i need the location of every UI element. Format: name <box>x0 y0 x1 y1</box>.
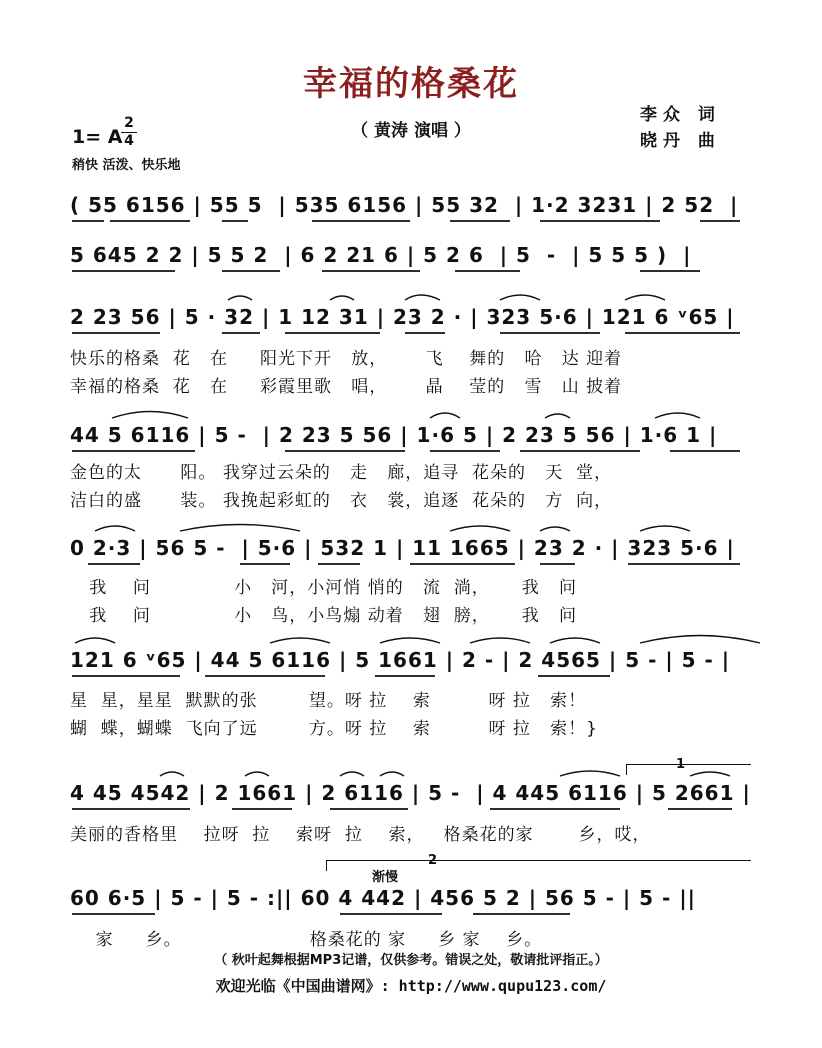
lyric-row-3-verse-1: 快乐的格桑 花 在 阳光下开 放， 飞 舞的 哈 达 迎着 <box>70 349 623 369</box>
lyric-row-6-verse-2: 蝴 蝶，蝴蝶 飞向了远 方。呀 拉 索 呀 拉 索！} <box>70 719 598 739</box>
lyric-row-7: 美丽的香格里 拉呀 拉 索呀 拉 索， 格桑花的家 乡，哎， <box>70 825 651 845</box>
music-row-1: ( 55 6156 | 55 5 | 535 6156 | 55 32 | 1·2 3231 | 2 52 | <box>70 193 739 217</box>
music-row-4: 44 5 6116 | 5 - | 2 23 5 56 | 1·6 5 | 2 23 5 56 | 1·6 1 | <box>70 423 718 447</box>
lyric-row-5-verse-2: 我 问 小 鸟，小鸟煽 动着 翅 膀， 我 问 <box>70 606 577 626</box>
composer-credit: 晓丹 曲 <box>640 131 721 151</box>
ritardando-marking: 渐慢 <box>372 870 399 885</box>
music-row-8: 60 6·5 | 5 - | 5 - :|| 60 4 442 | 456 5 2 | 56 5 - | 5 - || <box>70 886 696 910</box>
lyric-row-4-verse-2: 洁白的盛 装。 我挽起彩虹的 衣 裳，追逐 花朵的 方 向， <box>70 491 613 511</box>
time-signature-bottom: 4 <box>124 133 134 149</box>
lyric-row-4-verse-1: 金色的太 阳。 我穿过云朵的 走 廊，追寻 花朵的 天 堂， <box>70 463 613 483</box>
music-row-6: 121 6 ᵛ65 | 44 5 6116 | 5 1661 | 2 - | 2 4565 | 5 - | 5 - | <box>70 648 731 672</box>
volta-1-number: 1 <box>676 757 686 772</box>
website-footer: 欢迎光临《中国曲谱网》: http://www.qupu123.com/ <box>215 977 607 995</box>
singer-line: （ 黄涛 演唱 ） <box>351 121 471 141</box>
music-row-5: 0 2·3 | 56 5 - | 5·6 | 532 1 | 11 1665 | 23 2 · | 323 5·6 | <box>70 536 735 560</box>
tempo-marking: 稍快 活泼、快乐地 <box>72 158 181 173</box>
music-row-2: 5 645 2 2 | 5 5 2 | 6 2 21 6 | 5 2 6 | 5 - | 5 5 5 ) | <box>70 243 692 267</box>
music-row-3: 2 23 56 | 5 · 32 | 1 12 31 | 23 2 · | 323 5·6 | 121 6 ᵛ65 | <box>70 305 735 329</box>
lyric-row-5-verse-1: 我 问 小 河，小河悄 悄的 流 淌， 我 问 <box>70 578 577 598</box>
lyricist-credit: 李众 词 <box>640 105 721 125</box>
music-row-7: 4 45 4542 | 2 1661 | 2 6116 | 5 - | 4 445 6116 | 5 2661 | <box>70 781 751 805</box>
time-signature-top: 2 <box>124 115 134 131</box>
lyric-row-6-verse-1: 星 星，星星 默默的张 望。呀 拉 索 呀 拉 索！ <box>70 691 587 711</box>
transcription-note: （ 秋叶起舞根据MP3记谱，仅供参考。错误之处，敬请批评指正。） <box>214 953 608 968</box>
key-signature: 1= A <box>72 126 123 148</box>
volta-2-number: 2 <box>428 853 438 868</box>
lyric-row-3-verse-2: 幸福的格桑 花 在 彩霞里歌 唱， 晶 莹的 雪 山 披着 <box>70 377 623 397</box>
song-title: 幸福的格桑花 <box>303 64 519 104</box>
lyric-row-8: 家 乡。 格桑花的 家 乡 家 乡。 <box>70 930 543 950</box>
